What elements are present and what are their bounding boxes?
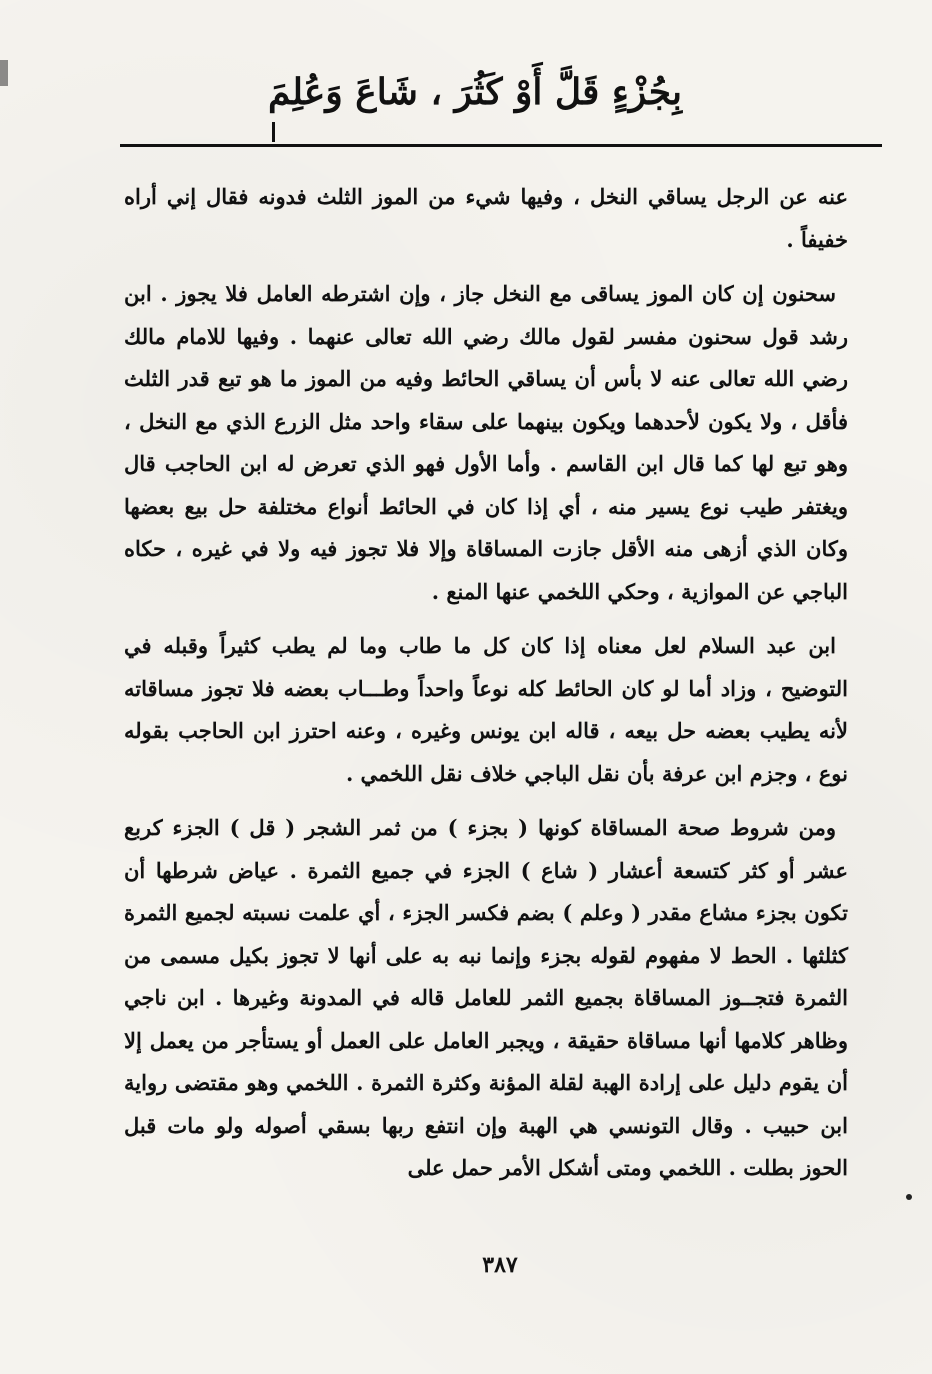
scan-edge-mark: [0, 60, 8, 86]
paragraph-4: ومن شروط صحة المساقاة كونها ( بجزء ) من ثمر الشجر ( قل ) الجزء كربع عشر أو كثر كتسعة أعشار ( شاع ) الجزء في جميع الثمرة . عياض شرطها أن تكون بجزء مشاع مقدر ( وعلم ) بضم فكسر الجزء ، أي علمت نسبته لجميع الثمرة كثلثها . الحط لا مفهوم لقوله بجزء وإنما نبه به على أنها لا تجوز بكيل مسمى من الثمرة فتجــوز المساقاة بجميع الثمر للعامل قاله في المدونة وغيرها . ابن ناجي وظاهر كلامها أنها مساقاة حقيقة ، ويجبر العامل على العمل أو يستأجر من يعمل إلا أن يقوم دليل على إرادة الهبة لقلة المؤنة وكثرة الثمرة . اللخمي وهو مقتضى رواية ابن حبيب . وقال التونسي هي الهبة وإن انتفع ربها بسقي أصوله ولو مات قبل الحوز بطلت . اللخمي ومتى أشكل الأمر حمل على: [124, 815, 848, 1180]
page-number: ٣٨٧: [482, 1252, 518, 1278]
paragraph-3: ابن عبد السلام لعل معناه إذا كان كل ما طاب وما لم يطب كثيراً وقبله في التوضيح ، وزاد أما لو كان الحائط كله نوعاً واحداً وطـــاب بعضه فلا تجوز مساقاته لأنه يطيب بعضه حل بيعه ، قاله ابن يونس وغيره ، وعنه احترز ابن الحاجب بقوله نوع ، وجزم ابن عرفة بأن نقل الباجي خلاف نقل اللخمي .: [124, 633, 848, 786]
paragraph-2: سحنون إن كان الموز يساقى مع النخل جاز ، وإن اشترطه العامل فلا يجوز . ابن رشد قول سحنون مفسر لقول مالك رضي الله تعالى عنهما . وفيها للامام مالك رضي الله تعالى عنه لا بأس أن يساقي الحائط وفيه من الموز ما هو تبع قدر الثلث فأقل ، ولا يكون لأحدهما ويكون بينهما على سقاء واحد مثل الزرع الذي مع النخل ، وهو تبع لها كما قال ابن القاسم . وأما الأول فهو الذي تعرض له ابن الحاجب قال ويغتفر طيب نوع يسير منه ، أي إذا كان في الحائط أنواع مختلفة حل بيع بعضها وكان الذي أزهى منه الأقل جازت المساقاة وإلا فلا تجوز فيه ولا في غيره ، حكاه الباجي عن الموازية ، وحكي اللخمي عنها المنع .: [124, 281, 848, 604]
body-text: [124, 176, 848, 1190]
header-rule: [120, 144, 882, 147]
paragraph-1: عنه عن الرجل يساقي النخل ، وفيها شيء من الموز الثلث فدونه فقال إني أراه خفيفاً .: [124, 184, 848, 252]
header-tick-mark: [272, 122, 275, 142]
margin-dot: [906, 1194, 912, 1200]
running-head: بِجُزْءٍ قَلَّ أَوْ كَثُرَ ، شَاعَ وَعُلِمَ: [268, 71, 682, 113]
